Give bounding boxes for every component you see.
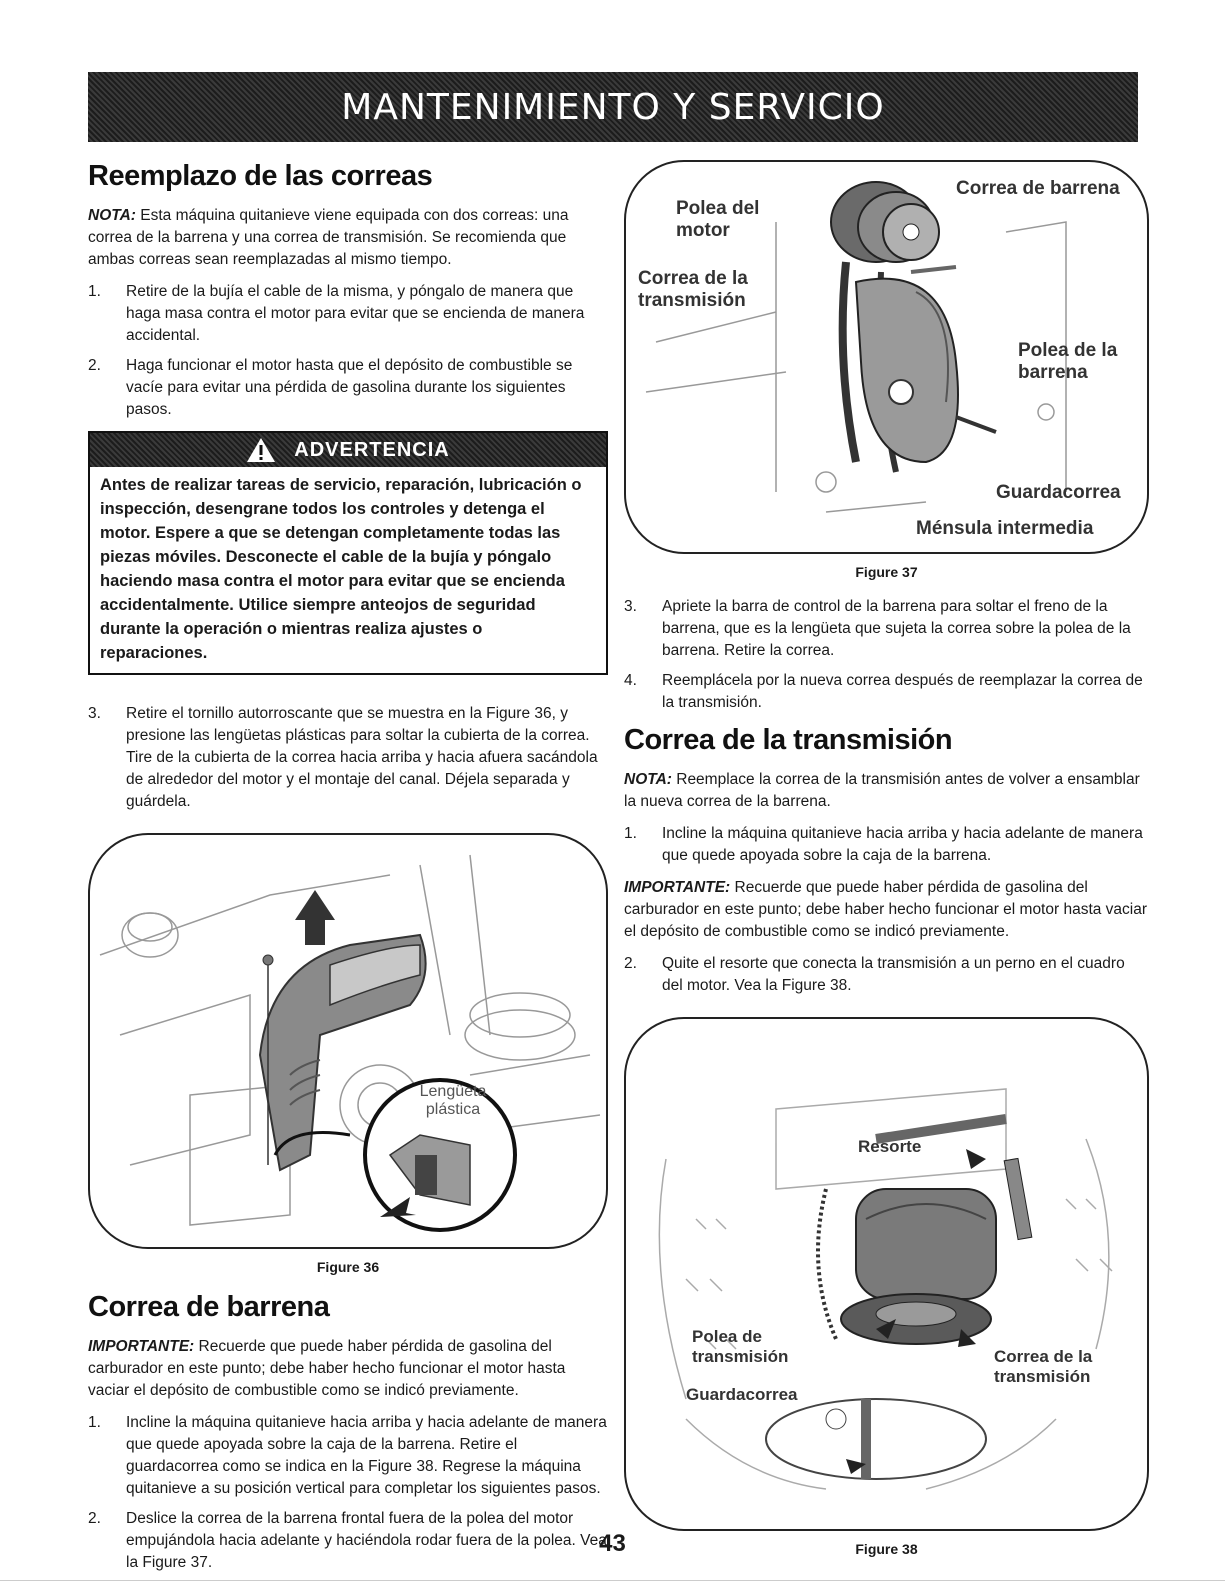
important-label: IMPORTANTE: (624, 879, 731, 896)
note-label: NOTA: (624, 771, 672, 788)
step-text: Incline la máquina quitanieve hacia arriba y hacia adelante de manera que quede apoyada sobre la caja de la barrena. (662, 825, 1143, 864)
transmission-illustration (626, 1019, 1147, 1529)
step-number: 2. (88, 1510, 101, 1527)
label-polea-transmision: Polea de transmisión (692, 1327, 789, 1366)
footer-line (0, 1580, 1225, 1581)
step-number: 1. (624, 825, 637, 842)
important-paragraph (88, 1336, 608, 1402)
figure-37-caption: Figure 37 (855, 564, 918, 580)
warning-header (90, 433, 606, 467)
step-text: Quite el resorte que conecta la transmisión a un perno en el cuadro del motor. Vea la Figure 38. (662, 955, 1125, 994)
figure-36 (88, 833, 608, 1249)
list-item (88, 1412, 608, 1500)
heading-correa-transmision: Correa de la transmisión (624, 724, 953, 756)
label-lengueta: Lengüeta plástica (419, 1083, 487, 1118)
page-title: MANTENIMIENTO Y SERVICIO (341, 86, 885, 128)
figure-37 (624, 160, 1149, 554)
step-text: Reemplácela por la nueva correa después de reemplazar la correa de la transmisión. (662, 672, 1143, 711)
step-text: Haga funcionar el motor hasta que el depósito de combustible se vacíe para evitar una pérdida de gasolina durante los siguientes pasos. (126, 357, 573, 418)
warning-box (88, 431, 608, 675)
list-item (88, 355, 608, 421)
label-correa-transmision-38: Correa de la transmisión (994, 1347, 1093, 1386)
right-column (624, 160, 1149, 1573)
list-item (88, 703, 608, 813)
note-label: NOTA: (88, 207, 136, 224)
steps-list-5 (624, 823, 1149, 867)
label-guardacorrea: Guardacorrea (996, 482, 1121, 503)
step-text: Incline la máquina quitanieve hacia arriba y hacia adelante de manera que quede apoyada sobre la caja de la barrena. Retire el guardacorrea como se indica en la Figure 38. Regrese la máquina quitanieve a su posición vertical para completar los siguientes pasos. (126, 1414, 607, 1497)
warning-text: Antes de realizar tareas de servicio, reparación, lubricación o inspección, desengrane todos los controles y detenga el motor. Espere a que se detengan completamente todas las piezas móviles. Desconecte el cable de la bujía y póngalo haciendo masa contra el motor para evitar que se encienda accidentalmente. Utilice siempre anteojos de seguridad durante la operación o mientras realiza ajustes o reparaciones. (100, 476, 582, 662)
left-column (88, 160, 608, 1584)
label-polea-barrena: Polea de la barrena (1018, 340, 1118, 383)
label-mensula: Ménsula intermedia (916, 518, 1094, 539)
list-item (624, 953, 1149, 997)
step-number: 1. (88, 1414, 101, 1431)
note-paragraph-2 (624, 769, 1149, 813)
list-item (624, 823, 1149, 867)
label-guardacorrea-38: Guardacorrea (686, 1385, 798, 1404)
label-correa-barrena: Correa de barrena (956, 178, 1120, 199)
label-polea-motor: Polea del motor (676, 198, 760, 241)
heading-correa-barrena: Correa de barrena (88, 1291, 330, 1323)
section-banner (88, 72, 1138, 142)
step-text: Deslice la correa de la barrena frontal fuera de la polea del motor empujándola hacia adelante y haciéndola rodar fuera de la polea. Vea la Figure 37. (126, 1510, 607, 1571)
label-correa-transmision: Correa de la transmisión (638, 268, 748, 311)
step-number: 3. (88, 705, 101, 722)
steps-list-4 (624, 596, 1149, 714)
step-text: Retire el tornillo autorroscante que se muestra en la Figure 36, y presione las lengüetas plásticas para soltar la cubierta de la correa. Tire de la cubierta de la correa hacia arriba y hacia afuera sacándola de alrededor del motor y el montaje del canal. Déjela separada y guárdela. (126, 705, 598, 810)
note-text: Reemplace la correa de la transmisión antes de volver a ensamblar la nueva correa de la barrena. (624, 771, 1140, 810)
warning-title: ADVERTENCIA (294, 438, 450, 461)
step-number: 4. (624, 672, 637, 689)
list-item (88, 281, 608, 347)
important-text: Recuerde que puede haber pérdida de gasolina del carburador en este punto; debe haber hecho funcionar el motor hasta vaciar el depósito de combustible como se indicó previamente. (624, 879, 1148, 940)
step-number: 1. (88, 283, 101, 300)
heading-reemplazo: Reemplazo de las correas (88, 160, 433, 192)
figure-38-caption: Figure 38 (855, 1541, 918, 1557)
important-text: Recuerde que puede haber pérdida de gasolina del carburador en este punto; debe haber hecho funcionar el motor hasta vaciar el depósito de combustible como se indicó previamente. (88, 1338, 566, 1399)
list-item (624, 670, 1149, 714)
label-resorte: Resorte (858, 1137, 922, 1156)
list-item (624, 596, 1149, 662)
steps-list-1 (88, 281, 608, 421)
belt-cover-illustration (90, 835, 606, 1247)
note-paragraph (88, 205, 608, 271)
figure-36-caption: Figure 36 (316, 1259, 380, 1275)
page-number: 43 (599, 1530, 626, 1557)
important-paragraph-2 (624, 877, 1149, 943)
steps-list-6 (624, 953, 1149, 997)
step-number: 2. (88, 357, 101, 374)
step-number: 2. (624, 955, 637, 972)
steps-list-2 (88, 703, 608, 813)
important-label: IMPORTANTE: (88, 1338, 195, 1355)
step-number: 3. (624, 598, 637, 615)
note-text: Esta máquina quitanieve viene equipada con dos correas: una correa de la barrena y una correa de transmisión. Se recomienda que ambas correas sean reemplazadas al mismo tiempo. (88, 207, 569, 268)
figure-38 (624, 1017, 1149, 1531)
step-text: Apriete la barra de control de la barrena para soltar el freno de la barrena, que es la lengüeta que sujeta la correa sobre la polea de la barrena. Retire la correa. (662, 598, 1131, 659)
warning-triangle-icon (246, 437, 276, 463)
step-text: Retire de la bujía el cable de la misma, y póngalo de manera que haga masa contra el motor para evitar que se encienda de manera accidental. (126, 283, 585, 344)
